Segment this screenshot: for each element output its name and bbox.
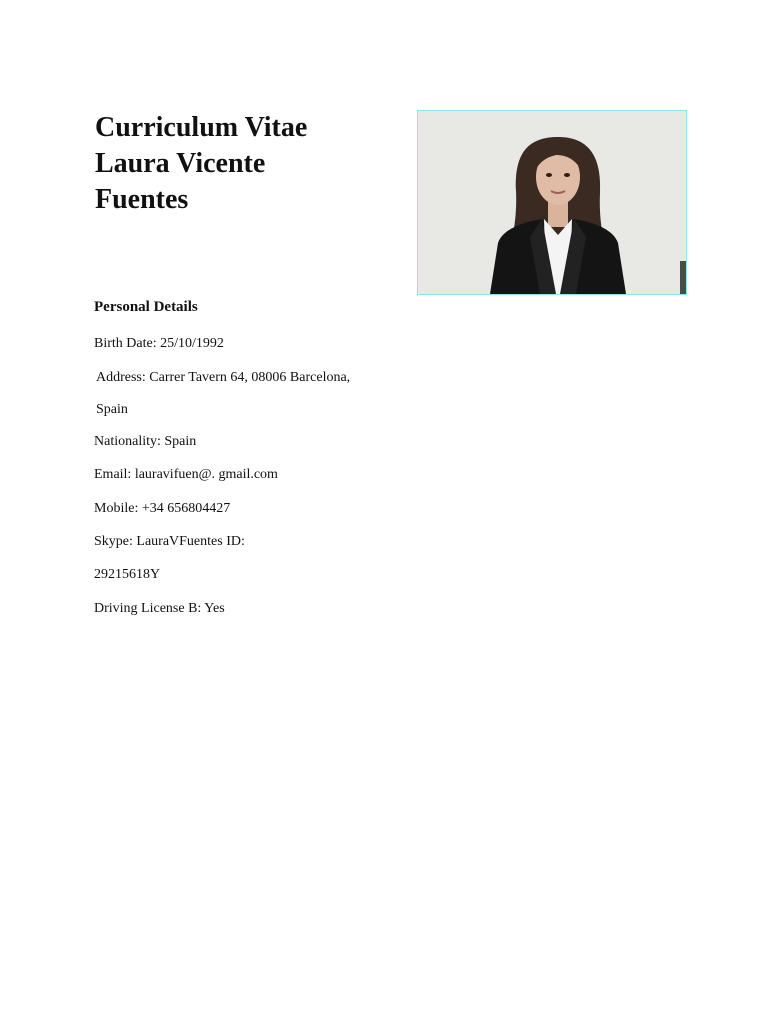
skype-line-1: Skype: LauraVFuentes ID: [94, 534, 245, 549]
driving-license: Driving License B: Yes [94, 601, 225, 616]
birth-date: Birth Date: 25/10/1992 [94, 336, 224, 351]
skype-line-2: 29215618Y [94, 567, 161, 582]
address-line-2: Spain [96, 402, 128, 417]
title-line-3: Fuentes [95, 184, 189, 215]
email: Email: lauravifuen@. gmail.com [94, 467, 278, 482]
portrait-illustration [418, 111, 686, 294]
nationality: Nationality: Spain [94, 434, 197, 449]
personal-details-heading: Personal Details [94, 299, 198, 315]
title-line-1: Curriculum Vitae [95, 112, 308, 143]
title-line-2: Laura Vicente [95, 148, 266, 179]
mobile: Mobile: +34 656804427 [94, 501, 231, 516]
cv-title [95, 110, 395, 218]
profile-photo [417, 110, 687, 295]
address-line-1: Address: Carrer Tavern 64, 08006 Barcelona, [96, 370, 351, 385]
